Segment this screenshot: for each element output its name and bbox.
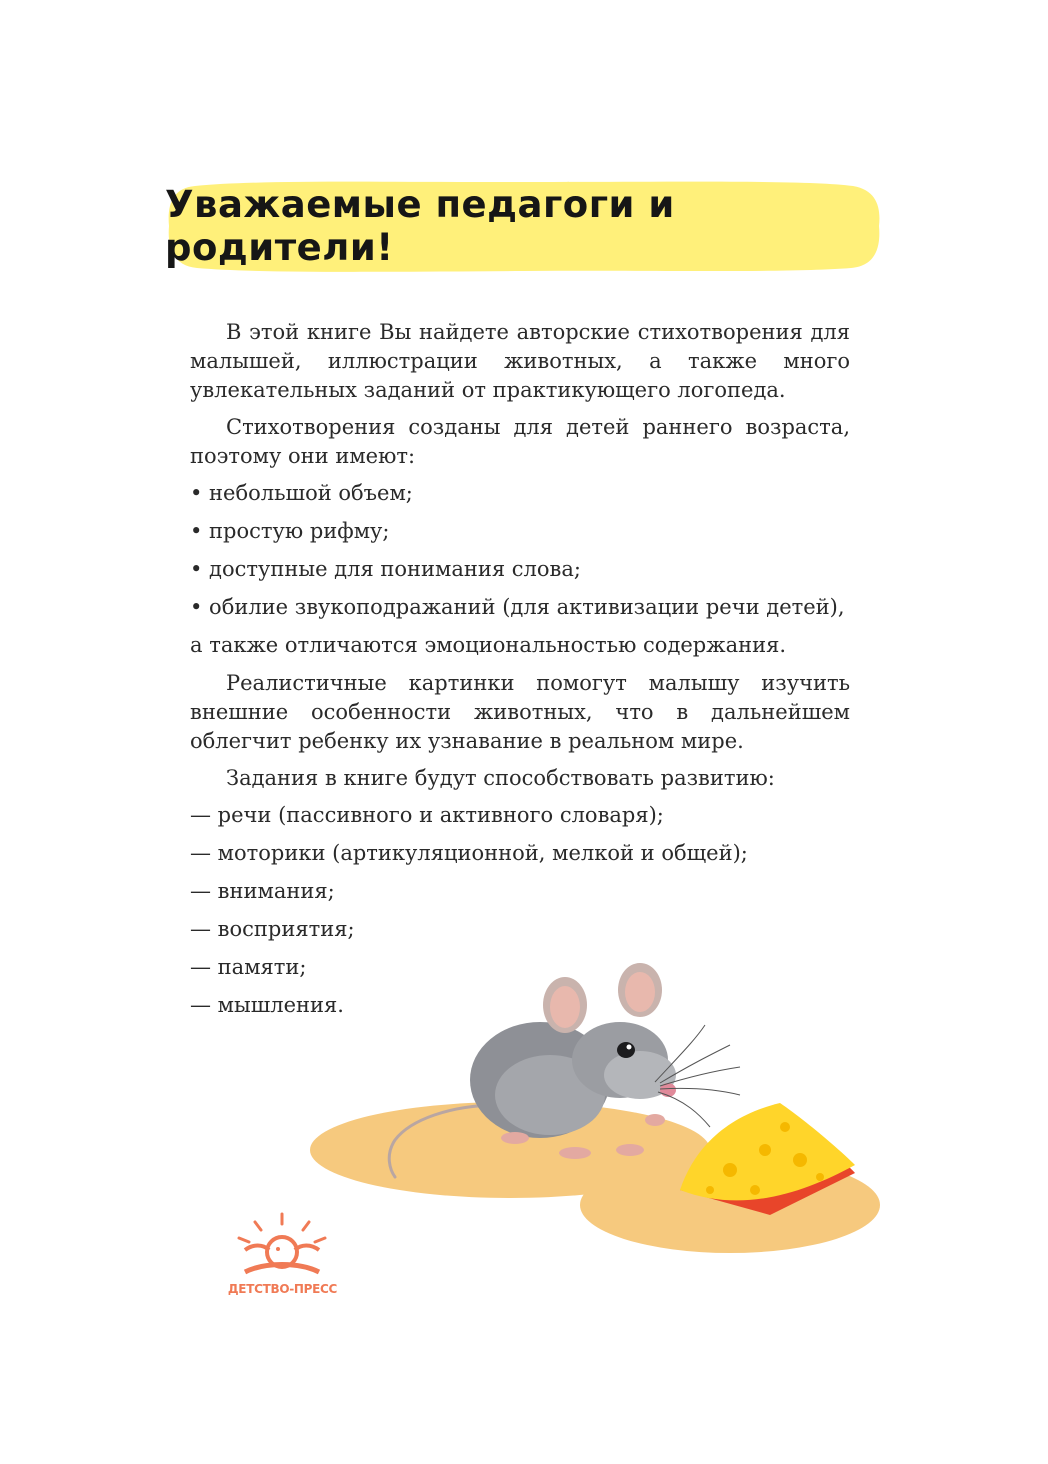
publisher-logo-text: ДЕТСТВО-ПРЕСС [227, 1282, 338, 1296]
list-item: • простую рифму; [190, 519, 390, 543]
list-item: • обилие звукоподражаний (для активизации речи детей), [190, 595, 845, 619]
list-item: — памяти; [190, 955, 307, 979]
list-item: • небольшой объем; [190, 481, 413, 505]
mouse-cheese-illustration [300, 955, 880, 1275]
publisher-logo [225, 1210, 340, 1305]
list-item: — моторики (артикуляционной, мелкой и общей); [190, 841, 748, 865]
paragraph-tasks: Задания в книге будут способствовать развитию: [226, 766, 775, 790]
list-item: — речи (пассивного и активного словаря); [190, 803, 664, 827]
intro-text [190, 318, 850, 1029]
paragraph-pictures: Реалистичные картинки помогут малышу изучить внешние особенности животных, что в дальнейшем облегчит ребенку их узнавание в реальном мире. [190, 671, 850, 753]
paragraph-intro: В этой книге Вы найдете авторские стихотворения для малышей, иллюстрации животных, а также много увлекательных заданий от практикующего логопеда. [190, 320, 850, 402]
mouse-eye [617, 1042, 635, 1058]
list-item: — мышления. [190, 993, 344, 1017]
title-banner [165, 178, 881, 274]
list-item: • доступные для понимания слова; [190, 557, 581, 581]
list-item: — восприятия; [190, 917, 355, 941]
paragraph-poems: Стихотворения созданы для детей раннего возраста, поэтому они имеют: [190, 415, 850, 468]
sun-chick-icon [225, 1210, 340, 1285]
bullets-tail: а также отличаются эмоциональностью содержания. [190, 633, 787, 657]
list-item: — внимания; [190, 879, 335, 903]
page-title: Уважаемые педагоги и родители! [165, 183, 675, 269]
